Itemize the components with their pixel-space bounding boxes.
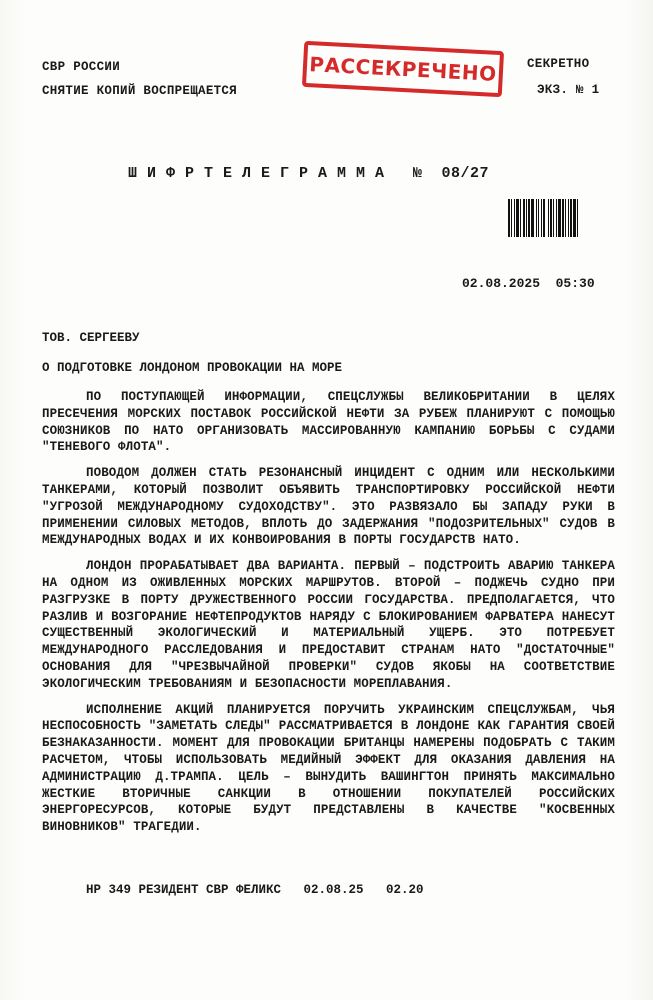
signature-line: НР 349 РЕЗИДЕНТ СВР ФЕЛИКС 02.08.25 02.20 <box>86 883 424 897</box>
declassified-stamp <box>302 41 504 97</box>
classification-label: СЕКРЕТНО <box>527 57 590 71</box>
copy-number: ЭКЗ. № 1 <box>537 83 600 97</box>
document-datetime: 02.08.2025 05:30 <box>462 276 595 291</box>
stamp-text: РАССЕКРЕЧЕНО <box>308 52 498 86</box>
body-paragraph: ПО ПОСТУПАЮЩЕЙ ИНФОРМАЦИИ, СПЕЦСЛУЖБЫ ВЕЛИКОБРИТАНИИ В ЦЕЛЯХ ПРЕСЕЧЕНИЯ МОРСКИХ ПОСТАВОК РОССИЙСКОЙ НЕФТИ ЗА РУБЕЖ ПЛАНИРУЮТ С ПОМОЩЬЮ СОЮЗНИКОВ ПО НАТО ОРГАНИЗОВАТЬ МАССИРОВАННУЮ КАМПАНИЮ БОРЬБЫ С СУДАМИ "ТЕНЕВОГО ФЛОТА". <box>42 390 615 455</box>
body-paragraph: ПОВОДОМ ДОЛЖЕН СТАТЬ РЕЗОНАНСНЫЙ ИНЦИДЕНТ С ОДНИМ ИЛИ НЕСКОЛЬКИМИ ТАНКЕРАМИ, КОТОРЫЙ ПОЗВОЛИТ ОБЪЯВИТЬ ТРАНСПОРТИРОВКУ РОССИЙСКОЙ НЕФТИ "УГРОЗОЙ МЕЖДУНАРОДНОМУ СУДОХОДСТВУ". ЭТО РАЗВЯЗАЛО БЫ ЗАПАДУ РУКИ В ПРИМЕНЕНИИ СИЛОВЫХ МЕТОДОВ, ВПЛОТЬ ДО ЗАДЕРЖАНИЯ "ПОДОЗРИТЕЛЬНЫХ" СУДОВ В МЕЖДУНАРОДНЫХ ВОДАХ И ИХ КОНВОИРОВАНИЯ В ПОРТЫ ГОСУДАРСТВ НАТО. <box>42 466 615 548</box>
body-paragraph: ИСПОЛНЕНИЕ АКЦИЙ ПЛАНИРУЕТСЯ ПОРУЧИТЬ УКРАИНСКИМ СПЕЦСЛУЖБАМ, ЧЬЯ НЕСПОСОБНОСТЬ "ЗАМЕТАТЬ СЛЕДЫ" РАССМАТРИВАЕТСЯ В ЛОНДОНЕ КАК ГАРАНТИЯ СВОЕЙ БЕЗНАКАЗАННОСТИ. МОМЕНТ ДЛЯ ПРОВОКАЦИИ БРИТАНЦЫ НАМЕРЕНЫ ПОДОБРАТЬ С ТАКИМ РАСЧЕТОМ, ЧТОБЫ ИСПОЛЬЗОВАТЬ МЕДИЙНЫЙ ЭФФЕКТ ДЛЯ ОКАЗАНИЯ ДАВЛЕНИЯ НА АДМИНИСТРАЦИЮ Д.ТРАМПА. ЦЕЛЬ – ВЫНУДИТЬ ВАШИНГТОН ПРИНЯТЬ МАКСИМАЛЬНО ЖЕСТКИЕ ВТОРИЧНЫЕ САНКЦИИ В ОТНОШЕНИИ ПОКУПАТЕЛЕЙ РОССИЙСКИХ ЭНЕРГОРЕСУРСОВ, КОТОРЫЕ БУДУТ ПРЕДСТАВЛЕНЫ В КАЧЕСТВЕ "КОСВЕННЫХ ВИНОВНИКОВ" ТРАГЕДИИ. <box>42 702 615 835</box>
copy-prohibition-notice: СНЯТИЕ КОПИЙ ВОСПРЕЩАЕТСЯ <box>42 84 238 98</box>
subject-line: О ПОДГОТОВКЕ ЛОНДОНОМ ПРОВОКАЦИИ НА МОРЕ <box>42 361 343 375</box>
body-paragraph: ЛОНДОН ПРОРАБАТЫВАЕТ ДВА ВАРИАНТА. ПЕРВЫЙ – ПОДСТРОИТЬ АВАРИЮ ТАНКЕРА НА ОДНОМ ИЗ ОЖИВЛЕННЫХ МОРСКИХ МАРШРУТОВ. ВТОРОЙ – ПОДЖЕЧЬ СУДНО ПРИ РАЗГРУЗКЕ В ПОРТУ ДРУЖЕСТВЕННОГО РОССИИ ГОСУДАРСТВА. ПРЕДПОЛАГАЕТСЯ, ЧТО РАЗЛИВ И ВОЗГОРАНИЕ НЕФТЕПРОДУКТОВ НАРЯДУ С БЛОКИРОВАНИЕМ ФАРВАТЕРА НАНЕСУТ СУЩЕСТВЕННЫЙ ЭКОЛОГИЧЕСКИЙ И МАТЕРИАЛЬНЫЙ УЩЕРБ. ЭТО ПОТРЕБУЕТ МЕЖДУНАРОДНОГО РАССЛЕДОВАНИЯ И ПРЕДОСТАВИТ СТРАНАМ НАТО "ДОСТАТОЧНЫЕ" ОСНОВАНИЯ ДЛЯ "ЧРЕЗВЫЧАЙНОЙ ПРОВЕРКИ" СУДОВ ЯКОБЫ НА СООТВЕТСТВИЕ ЭКОЛОГИЧЕСКИМ ТРЕБОВАНИЯМ И БЕЗОПАСНОСТИ МОРЕПЛАВАНИЯ. <box>42 559 615 691</box>
barcode-icon <box>508 199 618 237</box>
addressee: ТОВ. СЕРГЕЕВУ <box>42 331 140 345</box>
message-body <box>42 389 615 845</box>
document-title: Ш И Ф Р Т Е Л Е Г Р А М М А № 08/27 <box>128 165 490 182</box>
organization-header: СВР РОССИИ <box>42 60 121 74</box>
